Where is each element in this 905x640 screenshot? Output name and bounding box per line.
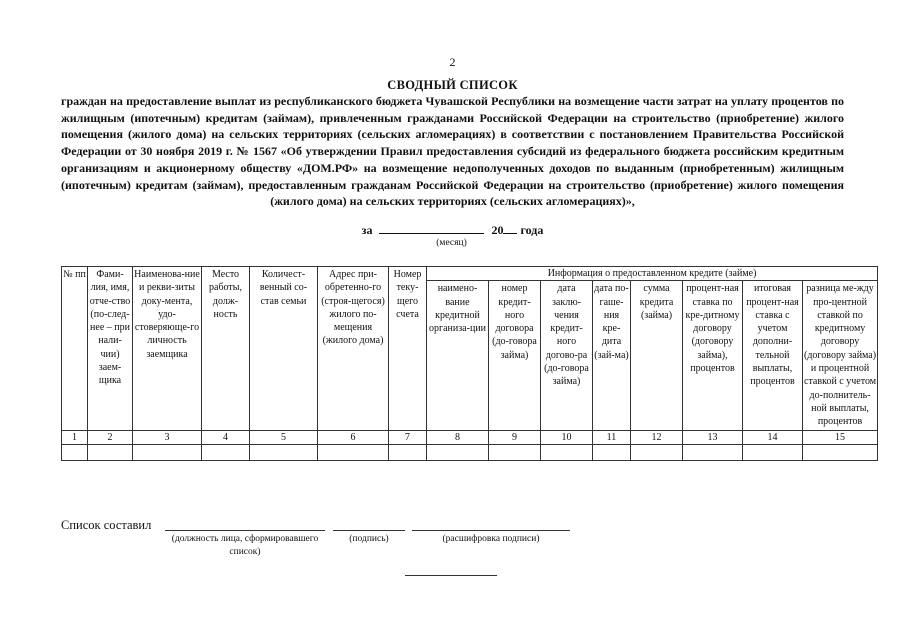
end-divider — [405, 575, 497, 576]
col-header-7: Номер теку-щего счета — [389, 267, 427, 431]
col-header-11: дата по-гаше-ния кре-дита (зай-ма) — [593, 281, 631, 430]
compiled-by-label: Список составил — [61, 518, 152, 532]
col-number-7: 7 — [389, 430, 427, 444]
col-header-3: Наименова-ние и рекви-зиты доку-мента, удо-стоверяюще-го личность заемщика — [133, 267, 202, 431]
table-cell[interactable] — [389, 444, 427, 460]
col-number-11: 11 — [593, 430, 631, 444]
page-number: 2 — [449, 55, 456, 69]
table-cell[interactable] — [631, 444, 683, 460]
table-cell[interactable] — [427, 444, 489, 460]
col-header-8: наимено-вание кредитной организа-ции — [427, 281, 489, 430]
col-header-4: Место работы, долж-ность — [202, 267, 250, 431]
table-cell[interactable] — [133, 444, 202, 460]
col-header-14: итоговая процент-ная ставка с учетом дополни-тельной выплаты, процентов — [743, 281, 803, 430]
col-number-9: 9 — [489, 430, 541, 444]
table-cell[interactable] — [318, 444, 389, 460]
signature-decoding-line[interactable] — [412, 530, 570, 531]
col-header-5: Количест-венный со-став семьи — [250, 267, 318, 431]
document-title: СВОДНЫЙ СПИСОК — [387, 78, 518, 92]
col-header-12: сумма кредита (займа) — [631, 281, 683, 430]
table-cell[interactable] — [683, 444, 743, 460]
col-header-13: процент-ная ставка по кре-дитному договору (договору займа), процентов — [683, 281, 743, 430]
table-cell[interactable] — [541, 444, 593, 460]
table-cell[interactable] — [593, 444, 631, 460]
table-cell[interactable] — [202, 444, 250, 460]
col-number-6: 6 — [318, 430, 389, 444]
table-cell[interactable] — [88, 444, 133, 460]
table-cell[interactable] — [743, 444, 803, 460]
col-number-15: 15 — [803, 430, 878, 444]
credit-info-group-header: Информация о предоставленном кредите (займе) — [427, 267, 878, 281]
table-cell[interactable] — [803, 444, 878, 460]
col-number-13: 13 — [683, 430, 743, 444]
table-row-empty — [62, 444, 878, 460]
summary-table — [61, 266, 878, 461]
col-header-9: номер кредит-ного договора (до-говора займа) — [489, 281, 541, 430]
table-cell[interactable] — [250, 444, 318, 460]
col-number-1: 1 — [62, 430, 88, 444]
year-blank-field[interactable] — [503, 222, 517, 234]
col-header-1: № пп — [62, 267, 88, 431]
table-cell[interactable] — [489, 444, 541, 460]
signature-line[interactable] — [333, 530, 405, 531]
document-subtitle: граждан на предоставление выплат из республиканского бюджета Чувашской Республики на возмещение части затрат на уплату процентов по жилищным (ипотечным) кредитам (займам), привлеченным гражданами Российской Федерации на строительство (приобретение) жилого помещения (жилого дома) на сельских территориях (сельских агломерациях) в соответствии с постановлением Правительства Российской Федерации от 30 ноября 2019 г. № 1567 «Об утверждении Правил предоставления субсидий из федерального бюджета российским кредитным организациям и акционерному обществу «ДОМ.РФ» на возмещение недополученных доходов по выданным (приобретенным) жилищным (ипотечным) кредитам (займам), предоставленным гражданам Российской Федерации на строительство (приобретение) жилого помещения (жилого дома) на сельских территориях (сельских агломерациях)», — [61, 94, 844, 209]
col-number-10: 10 — [541, 430, 593, 444]
period-suffix: года — [520, 223, 544, 237]
col-header-6: Адрес при-обретенно-го (строя-щегося) жилого по-мещения (жилого дома) — [318, 267, 389, 431]
col-number-3: 3 — [133, 430, 202, 444]
position-hint: (должность лица, сформировавшего список) — [171, 534, 319, 557]
month-hint: (месяц) — [436, 238, 467, 248]
period-year-prefix: 20 — [491, 223, 504, 237]
col-number-2: 2 — [88, 430, 133, 444]
col-number-8: 8 — [427, 430, 489, 444]
table-header-row-1 — [62, 267, 878, 281]
month-blank-field[interactable] — [379, 222, 484, 234]
signature-hint: (подпись) — [349, 534, 389, 544]
col-header-10: дата заклю-чения кредит-ного догово-ра (до-говора займа) — [541, 281, 593, 430]
col-header-2: Фами-лия, имя, отче-ство (по-след-нее – при нали-чии) заем-щика — [88, 267, 133, 431]
col-number-4: 4 — [202, 430, 250, 444]
col-header-15: разница ме-жду про-центной ставкой по кредитному договору (договору займа) и процентной ставкой с учетом до-полнитель-ной выплаты, процентов — [803, 281, 878, 430]
period-prefix: за — [361, 223, 373, 237]
column-number-row — [62, 430, 878, 444]
reporting-period-line — [0, 222, 905, 238]
col-number-12: 12 — [631, 430, 683, 444]
table-cell[interactable] — [62, 444, 88, 460]
col-number-5: 5 — [250, 430, 318, 444]
decoding-hint: (расшифровка подписи) — [442, 534, 540, 544]
col-number-14: 14 — [743, 430, 803, 444]
position-signature-line[interactable] — [165, 530, 325, 531]
